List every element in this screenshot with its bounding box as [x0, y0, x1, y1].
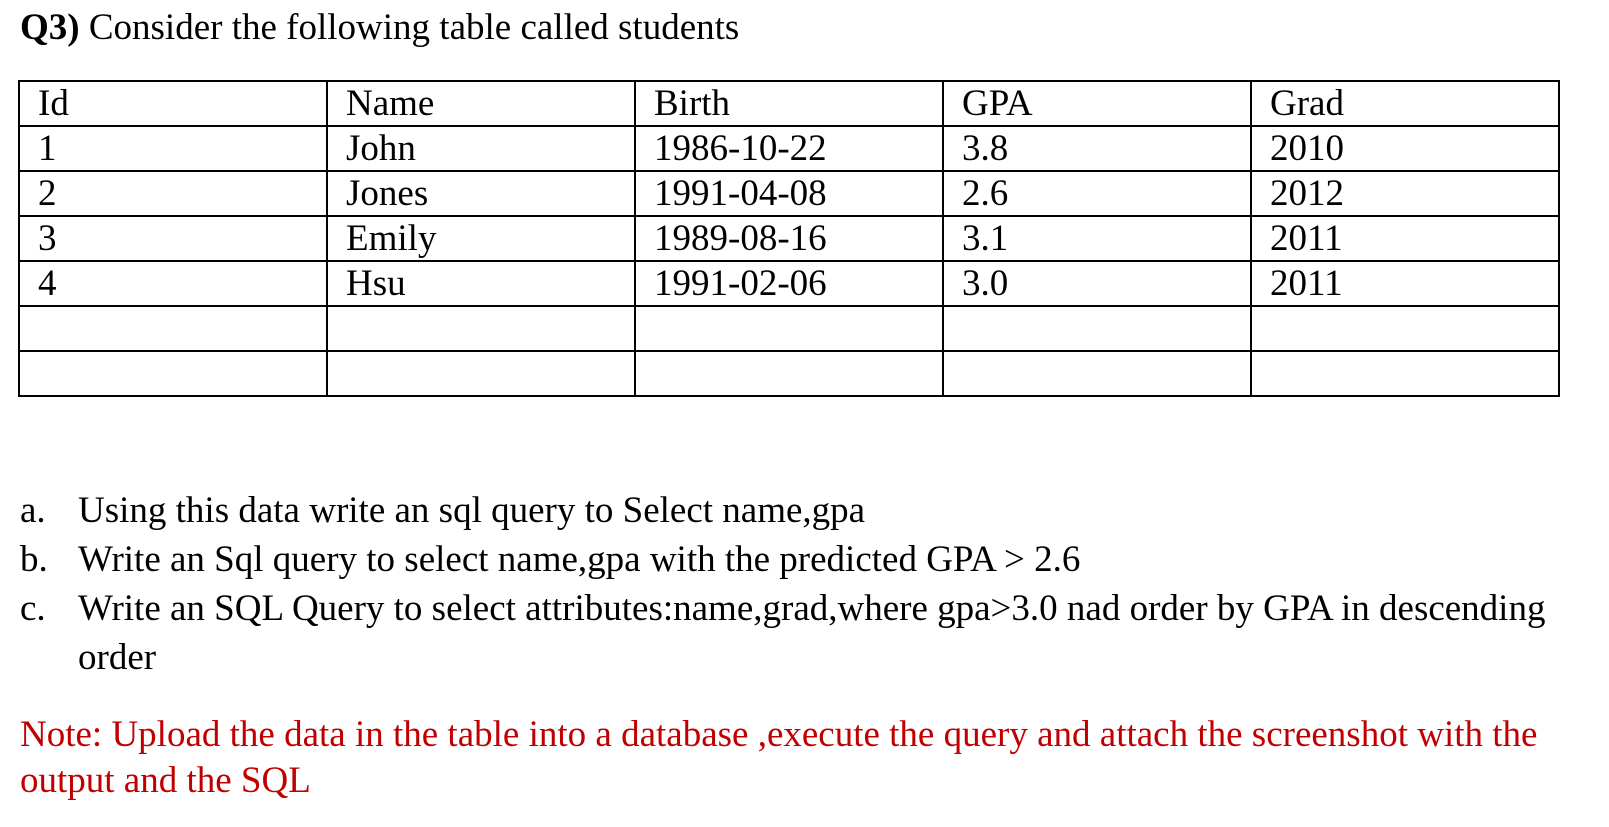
- cell-grad: 2010: [1251, 126, 1559, 171]
- question-text: Consider the following table called students: [79, 7, 740, 48]
- empty-cell: [1251, 351, 1559, 396]
- cell-id: 2: [19, 171, 327, 216]
- header-id: Id: [19, 81, 327, 126]
- header-grad: Grad: [1251, 81, 1559, 126]
- task-item-a: [20, 486, 1590, 535]
- header-birth: Birth: [635, 81, 943, 126]
- cell-birth: 1986-10-22: [635, 126, 943, 171]
- task-item-b: [20, 535, 1590, 584]
- cell-gpa: 3.1: [943, 216, 1251, 261]
- task-marker: a.: [20, 490, 46, 531]
- cell-birth: 1991-04-08: [635, 171, 943, 216]
- cell-gpa: 2.6: [943, 171, 1251, 216]
- cell-birth: 1989-08-16: [635, 216, 943, 261]
- empty-cell: [19, 306, 327, 351]
- task-item-c: [20, 584, 1590, 682]
- empty-cell: [943, 306, 1251, 351]
- empty-table-row: [19, 351, 1559, 396]
- cell-id: 4: [19, 261, 327, 306]
- task-marker: b.: [20, 539, 48, 580]
- cell-id: 3: [19, 216, 327, 261]
- task-marker: c.: [20, 588, 46, 629]
- table-row: [19, 171, 1559, 216]
- cell-name: Hsu: [327, 261, 635, 306]
- empty-cell: [635, 351, 943, 396]
- empty-cell: [943, 351, 1251, 396]
- header-name: Name: [327, 81, 635, 126]
- empty-cell: [327, 306, 635, 351]
- table-row: [19, 216, 1559, 261]
- cell-gpa: 3.0: [943, 261, 1251, 306]
- cell-grad: 2011: [1251, 216, 1559, 261]
- task-list: [20, 486, 1590, 682]
- cell-name: Emily: [327, 216, 635, 261]
- task-text: Write an SQL Query to select attributes:name,grad,where gpa>3.0 nad order by GPA in descending order: [78, 588, 1546, 678]
- empty-cell: [1251, 306, 1559, 351]
- cell-gpa: 3.8: [943, 126, 1251, 171]
- cell-grad: 2011: [1251, 261, 1559, 306]
- cell-id: 1: [19, 126, 327, 171]
- task-text: Write an Sql query to select name,gpa with the predicted GPA > 2.6: [78, 539, 1081, 580]
- cell-birth: 1991-02-06: [635, 261, 943, 306]
- cell-name: Jones: [327, 171, 635, 216]
- empty-cell: [327, 351, 635, 396]
- header-gpa: GPA: [943, 81, 1251, 126]
- students-table: [18, 80, 1560, 397]
- cell-name: John: [327, 126, 635, 171]
- upload-note: Note: Upload the data in the table into a database ,execute the query and attach the screenshot with the output and the SQL: [20, 714, 1538, 801]
- empty-table-row: [19, 306, 1559, 351]
- table-header-row: [19, 81, 1559, 126]
- question-number: Q3): [20, 7, 80, 48]
- empty-cell: [635, 306, 943, 351]
- table-row: [19, 126, 1559, 171]
- cell-grad: 2012: [1251, 171, 1559, 216]
- task-text: Using this data write an sql query to Select name,gpa: [78, 490, 866, 531]
- empty-cell: [19, 351, 327, 396]
- question-heading: [20, 6, 739, 50]
- table-row: [19, 261, 1559, 306]
